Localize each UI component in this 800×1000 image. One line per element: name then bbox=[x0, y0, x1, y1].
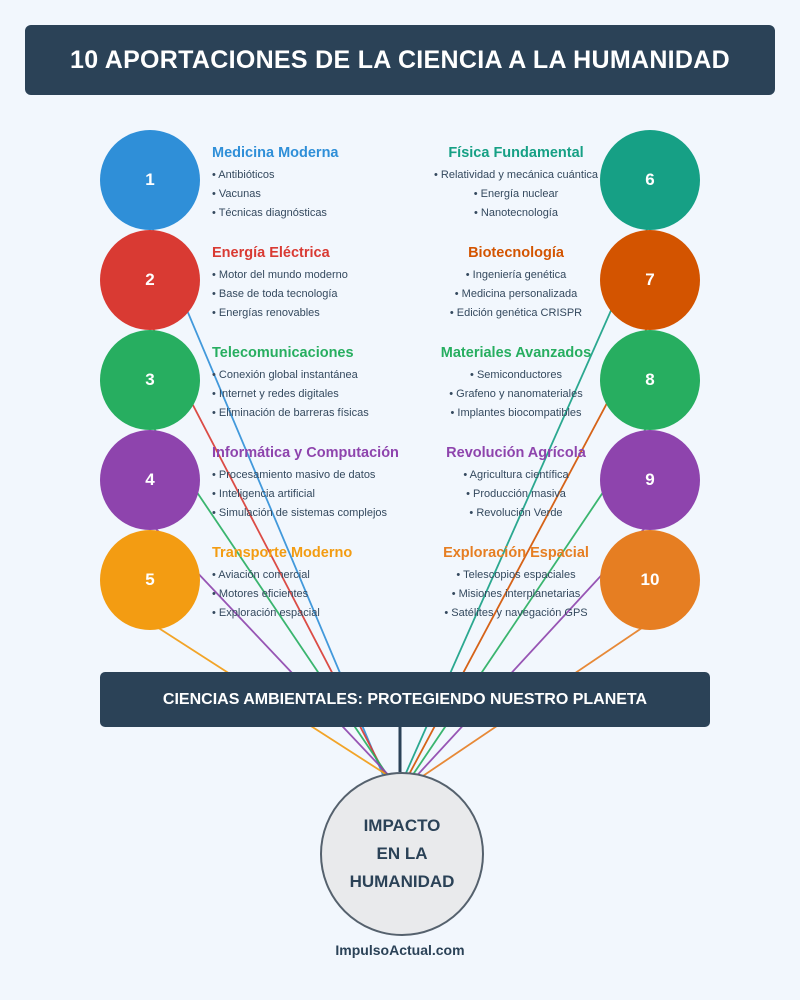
item-bullet-9-1: • Agricultura científica bbox=[463, 469, 569, 481]
item-title-6: Física Fundamental bbox=[448, 145, 584, 161]
hub-line-2: EN LA bbox=[376, 844, 428, 863]
hub-line-3: HUMANIDAD bbox=[349, 872, 455, 891]
item-text-10 bbox=[416, 545, 616, 623]
node-number-1: 1 bbox=[145, 170, 155, 189]
item-bullet-5-2: • Motores eficientes bbox=[212, 588, 309, 600]
item-bullet-6-2: • Energía nuclear bbox=[473, 188, 559, 200]
item-bullet-10-1: • Telescopios espaciales bbox=[456, 569, 576, 581]
item-bullet-10-3: • Satélites y navegación GPS bbox=[444, 607, 588, 619]
item-title-3: Telecomunicaciones bbox=[212, 345, 354, 361]
item-title-8: Materiales Avanzados bbox=[440, 345, 592, 361]
page-title: 10 APORTACIONES DE LA CIENCIA A LA HUMANIDAD bbox=[70, 45, 730, 74]
item-text-2 bbox=[212, 245, 412, 323]
item-bullet-8-2: • Grafeno y nanomateriales bbox=[449, 388, 583, 400]
node-circle-3[interactable] bbox=[100, 330, 200, 430]
node-number-10: 10 bbox=[640, 570, 660, 589]
item-bullet-9-3: • Revolución Verde bbox=[469, 507, 563, 519]
item-text-1 bbox=[212, 145, 412, 223]
item-bullet-7-2: • Medicina personalizada bbox=[454, 288, 578, 300]
item-title-7: Biotecnología bbox=[468, 245, 564, 261]
node-number-7: 7 bbox=[645, 270, 655, 289]
item-text-6 bbox=[416, 145, 616, 223]
node-circle-1[interactable] bbox=[100, 130, 200, 230]
impact-hub bbox=[320, 772, 484, 936]
item-bullet-2-1: • Motor del mundo moderno bbox=[212, 269, 348, 281]
item-title-9: Revolución Agrícola bbox=[446, 445, 586, 461]
bottom-banner bbox=[100, 672, 710, 727]
node-number-5: 5 bbox=[145, 570, 155, 589]
item-title-5: Transporte Moderno bbox=[212, 545, 353, 561]
item-bullet-5-1: • Aviación comercial bbox=[212, 569, 310, 581]
node-number-3: 3 bbox=[145, 370, 155, 389]
node-number-8: 8 bbox=[645, 370, 655, 389]
item-bullet-4-2: • Inteligencia artificial bbox=[212, 488, 315, 500]
item-bullet-8-3: • Implantes biocompatibles bbox=[450, 407, 582, 419]
item-bullet-9-2: • Producción masiva bbox=[466, 488, 566, 500]
item-bullet-4-3: • Simulación de sistemas complejos bbox=[212, 507, 388, 519]
item-bullet-3-3: • Eliminación de barreras físicas bbox=[212, 407, 369, 419]
item-title-1: Medicina Moderna bbox=[212, 145, 339, 161]
footer-credit: ImpulsoActual.com bbox=[335, 942, 465, 958]
item-bullet-2-2: • Base de toda tecnología bbox=[212, 288, 338, 300]
item-bullet-10-2: • Misiones interplanetarias bbox=[451, 588, 581, 600]
item-title-2: Energía Eléctrica bbox=[212, 245, 330, 261]
item-bullet-7-3: • Edición genética CRISPR bbox=[449, 307, 583, 319]
item-text-3 bbox=[212, 345, 412, 423]
item-bullet-7-1: • Ingeniería genética bbox=[465, 269, 567, 281]
item-title-4: Informática y Computación bbox=[212, 445, 399, 461]
item-bullet-1-3: • Técnicas diagnósticas bbox=[212, 207, 327, 219]
item-title-10: Exploración Espacial bbox=[443, 545, 589, 561]
item-text-4 bbox=[212, 445, 412, 523]
item-text-7 bbox=[416, 245, 616, 323]
item-text-8 bbox=[416, 345, 616, 423]
node-number-6: 6 bbox=[645, 170, 655, 189]
node-number-4: 4 bbox=[145, 470, 155, 489]
item-bullet-1-1: • Antibióticos bbox=[212, 169, 275, 181]
node-number-9: 9 bbox=[645, 470, 655, 489]
item-text-9 bbox=[416, 445, 616, 523]
node-circle-4[interactable] bbox=[100, 430, 200, 530]
node-circle-2[interactable] bbox=[100, 230, 200, 330]
hub-line-1: IMPACTO bbox=[363, 816, 441, 835]
item-bullet-3-1: • Conexión global instantánea bbox=[212, 369, 358, 381]
item-bullet-1-2: • Vacunas bbox=[212, 188, 261, 200]
bottom-banner-label: CIENCIAS AMBIENTALES: PROTEGIENDO NUESTRO PLANETA bbox=[162, 690, 648, 708]
item-bullet-4-1: • Procesamiento masivo de datos bbox=[212, 469, 376, 481]
item-bullet-3-2: • Internet y redes digitales bbox=[212, 388, 339, 400]
item-bullet-6-1: • Relatividad y mecánica cuántica bbox=[433, 169, 599, 181]
item-text-5 bbox=[212, 545, 412, 623]
item-bullet-2-3: • Energías renovables bbox=[212, 307, 320, 319]
node-number-2: 2 bbox=[145, 270, 155, 289]
item-bullet-6-3: • Nanotecnología bbox=[474, 207, 558, 219]
node-circle-5[interactable] bbox=[100, 530, 200, 630]
item-bullet-8-1: • Semiconductores bbox=[470, 369, 562, 381]
item-bullet-5-3: • Exploración espacial bbox=[212, 607, 320, 619]
